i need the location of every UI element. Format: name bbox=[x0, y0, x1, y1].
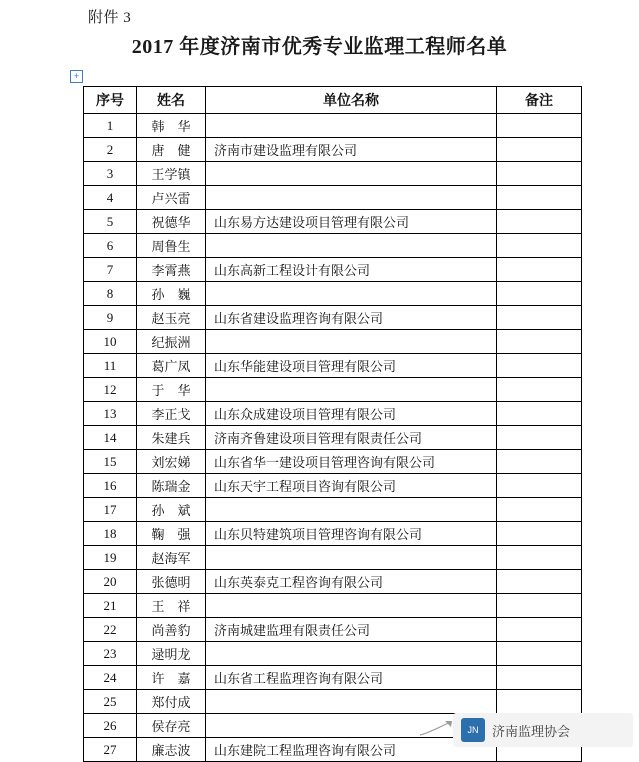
cell-index: 2 bbox=[84, 138, 137, 162]
cell-unit bbox=[206, 642, 497, 666]
cell-index: 22 bbox=[84, 618, 137, 642]
cell-unit bbox=[206, 186, 497, 210]
cell-name: 郑付成 bbox=[137, 690, 206, 714]
table-row bbox=[84, 282, 582, 306]
table-row bbox=[84, 570, 582, 594]
cell-name: 于 华 bbox=[137, 378, 206, 402]
cell-name: 王学镇 bbox=[137, 162, 206, 186]
cell-name: 刘宏娣 bbox=[137, 450, 206, 474]
cell-name: 周鲁生 bbox=[137, 234, 206, 258]
cell-name: 孙 斌 bbox=[137, 498, 206, 522]
cell-unit: 山东易方达建设项目管理有限公司 bbox=[206, 210, 497, 234]
table-row bbox=[84, 642, 582, 666]
cell-note bbox=[497, 258, 582, 282]
cell-unit bbox=[206, 378, 497, 402]
watermark-label: 济南监理协会 bbox=[492, 723, 571, 739]
table-row bbox=[84, 474, 582, 498]
cell-unit: 山东华能建设项目管理有限公司 bbox=[206, 354, 497, 378]
table-row bbox=[84, 138, 582, 162]
cell-name: 朱建兵 bbox=[137, 426, 206, 450]
column-header-note: 备注 bbox=[497, 87, 582, 114]
cell-index: 9 bbox=[84, 306, 137, 330]
cell-name: 尚善豹 bbox=[137, 618, 206, 642]
cell-name: 唐 健 bbox=[137, 138, 206, 162]
cell-name: 孙 巍 bbox=[137, 282, 206, 306]
cell-index: 27 bbox=[84, 738, 137, 762]
cell-index: 13 bbox=[84, 402, 137, 426]
cell-note bbox=[497, 186, 582, 210]
cell-name: 祝德华 bbox=[137, 210, 206, 234]
watermark bbox=[419, 707, 633, 747]
cell-unit: 山东建院工程监理咨询有限公司 bbox=[206, 738, 497, 762]
cell-note bbox=[497, 450, 582, 474]
cell-note bbox=[497, 234, 582, 258]
cell-unit bbox=[206, 162, 497, 186]
cell-unit: 山东省建设监理咨询有限公司 bbox=[206, 306, 497, 330]
cell-name: 李正戈 bbox=[137, 402, 206, 426]
cell-name: 赵玉亮 bbox=[137, 306, 206, 330]
table-row bbox=[84, 186, 582, 210]
table-row bbox=[84, 594, 582, 618]
cell-unit: 济南市建设监理有限公司 bbox=[206, 138, 497, 162]
cell-unit: 济南齐鲁建设项目管理有限责任公司 bbox=[206, 426, 497, 450]
cell-note bbox=[497, 402, 582, 426]
column-header-name: 姓名 bbox=[137, 87, 206, 114]
cell-index: 17 bbox=[84, 498, 137, 522]
cell-index: 8 bbox=[84, 282, 137, 306]
table-row bbox=[84, 306, 582, 330]
cell-unit bbox=[206, 282, 497, 306]
cell-index: 16 bbox=[84, 474, 137, 498]
cell-index: 15 bbox=[84, 450, 137, 474]
cell-note bbox=[497, 354, 582, 378]
cell-note bbox=[497, 114, 582, 138]
table-row bbox=[84, 618, 582, 642]
table-row bbox=[84, 426, 582, 450]
cell-unit bbox=[206, 546, 497, 570]
cell-name: 逯明龙 bbox=[137, 642, 206, 666]
cell-unit: 济南城建监理有限责任公司 bbox=[206, 618, 497, 642]
cell-index: 12 bbox=[84, 378, 137, 402]
column-header-index: 序号 bbox=[84, 87, 137, 114]
column-header-unit: 单位名称 bbox=[206, 87, 497, 114]
association-logo-icon: JN bbox=[461, 718, 485, 742]
cell-note bbox=[497, 378, 582, 402]
cell-note bbox=[497, 666, 582, 690]
cell-name: 许 嘉 bbox=[137, 666, 206, 690]
cell-unit bbox=[206, 594, 497, 618]
table-row bbox=[84, 210, 582, 234]
cell-note bbox=[497, 642, 582, 666]
cell-note bbox=[497, 138, 582, 162]
cell-unit bbox=[206, 114, 497, 138]
page-title: 2017 年度济南市优秀专业监理工程师名单 bbox=[131, 36, 508, 58]
cell-note bbox=[497, 426, 582, 450]
cell-unit: 山东天宇工程项目咨询有限公司 bbox=[206, 474, 497, 498]
cell-name: 王 祥 bbox=[137, 594, 206, 618]
cell-name: 陈瑞金 bbox=[137, 474, 206, 498]
cell-index: 26 bbox=[84, 714, 137, 738]
cell-unit: 山东省工程监理咨询有限公司 bbox=[206, 666, 497, 690]
cell-name: 韩 华 bbox=[137, 114, 206, 138]
cell-note bbox=[497, 498, 582, 522]
expand-table-icon[interactable]: + bbox=[70, 70, 83, 83]
cell-note bbox=[497, 210, 582, 234]
cell-unit bbox=[206, 234, 497, 258]
table-row bbox=[84, 114, 582, 138]
table-header-row bbox=[84, 87, 582, 114]
cell-index: 24 bbox=[84, 666, 137, 690]
table-row bbox=[84, 378, 582, 402]
cell-note bbox=[497, 474, 582, 498]
cell-unit: 山东众成建设项目管理有限公司 bbox=[206, 402, 497, 426]
cell-name: 葛广凤 bbox=[137, 354, 206, 378]
cell-index: 10 bbox=[84, 330, 137, 354]
table-row bbox=[84, 546, 582, 570]
arrow-icon bbox=[419, 719, 453, 737]
table-row bbox=[84, 498, 582, 522]
cell-index: 25 bbox=[84, 690, 137, 714]
cell-name: 赵海军 bbox=[137, 546, 206, 570]
cell-name: 张德明 bbox=[137, 570, 206, 594]
cell-index: 3 bbox=[84, 162, 137, 186]
cell-name: 李霄燕 bbox=[137, 258, 206, 282]
cell-index: 6 bbox=[84, 234, 137, 258]
cell-note bbox=[497, 282, 582, 306]
cell-index: 20 bbox=[84, 570, 137, 594]
cell-unit bbox=[206, 330, 497, 354]
attachment-label: 附件 3 bbox=[88, 10, 132, 26]
cell-index: 1 bbox=[84, 114, 137, 138]
table-row bbox=[84, 666, 582, 690]
roster-table bbox=[83, 86, 582, 762]
cell-note bbox=[497, 306, 582, 330]
cell-note bbox=[497, 594, 582, 618]
cell-index: 23 bbox=[84, 642, 137, 666]
cell-index: 21 bbox=[84, 594, 137, 618]
cell-index: 5 bbox=[84, 210, 137, 234]
cell-note bbox=[497, 618, 582, 642]
cell-unit: 山东贝特建筑项目管理咨询有限公司 bbox=[206, 522, 497, 546]
cell-note bbox=[497, 570, 582, 594]
table-row bbox=[84, 234, 582, 258]
cell-note bbox=[497, 330, 582, 354]
cell-unit: 山东省华一建设项目管理咨询有限公司 bbox=[206, 450, 497, 474]
cell-index: 7 bbox=[84, 258, 137, 282]
cell-name: 侯存亮 bbox=[137, 714, 206, 738]
cell-index: 11 bbox=[84, 354, 137, 378]
cell-unit: 山东英泰克工程咨询有限公司 bbox=[206, 570, 497, 594]
cell-unit: 山东高新工程设计有限公司 bbox=[206, 258, 497, 282]
cell-index: 18 bbox=[84, 522, 137, 546]
table-row bbox=[84, 162, 582, 186]
table-row bbox=[84, 354, 582, 378]
table-row bbox=[84, 450, 582, 474]
cell-name: 纪振洲 bbox=[137, 330, 206, 354]
cell-unit bbox=[206, 498, 497, 522]
table-row bbox=[84, 402, 582, 426]
cell-note bbox=[497, 522, 582, 546]
cell-name: 卢兴雷 bbox=[137, 186, 206, 210]
cell-note bbox=[497, 546, 582, 570]
cell-index: 4 bbox=[84, 186, 137, 210]
watermark-badge bbox=[453, 713, 633, 747]
table-row bbox=[84, 330, 582, 354]
cell-note bbox=[497, 162, 582, 186]
cell-name: 廉志波 bbox=[137, 738, 206, 762]
cell-index: 19 bbox=[84, 546, 137, 570]
table-row bbox=[84, 258, 582, 282]
cell-index: 14 bbox=[84, 426, 137, 450]
cell-name: 鞠 强 bbox=[137, 522, 206, 546]
table-row bbox=[84, 522, 582, 546]
